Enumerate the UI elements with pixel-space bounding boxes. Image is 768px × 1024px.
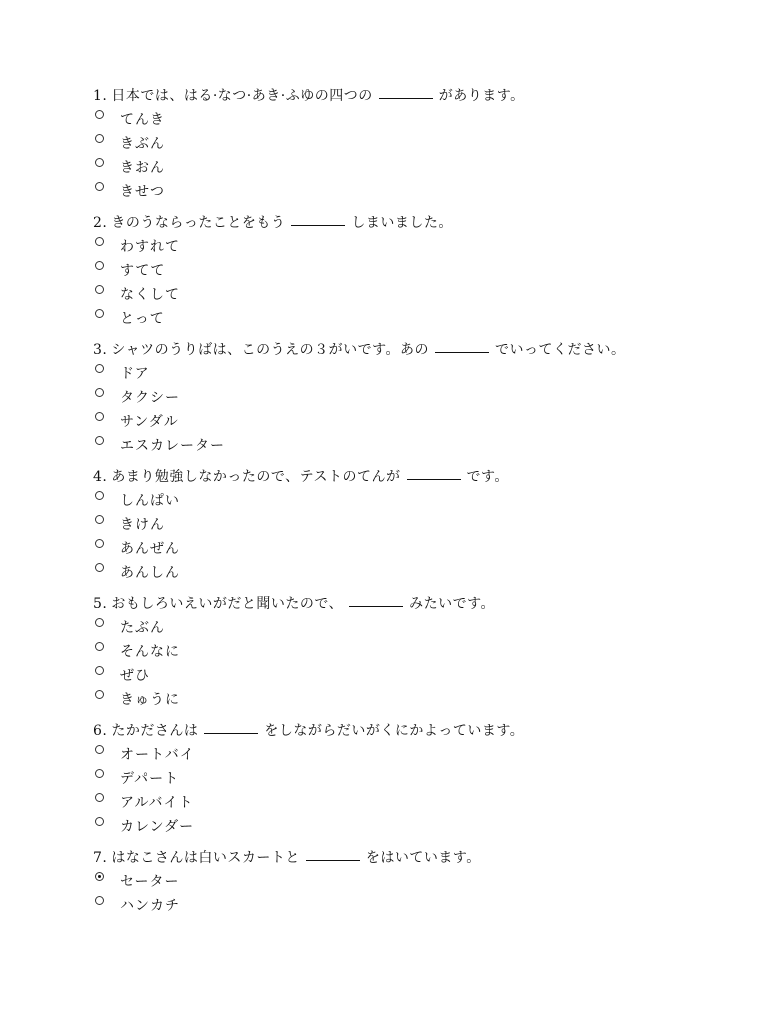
answer-option[interactable] <box>93 434 713 458</box>
option-label: ドア <box>120 366 150 382</box>
radio-button[interactable] <box>95 436 104 445</box>
question-text <box>93 213 713 235</box>
radio-button[interactable] <box>95 618 104 627</box>
radio-button[interactable] <box>95 745 104 754</box>
option-label: きおん <box>120 160 165 176</box>
answer-option[interactable] <box>93 664 713 688</box>
radio-button[interactable] <box>95 539 104 548</box>
radio-button[interactable] <box>95 237 104 246</box>
question-text-after: があります。 <box>438 88 525 104</box>
option-label: あんぜん <box>120 541 180 557</box>
question-text-after: みたいです。 <box>409 596 495 612</box>
option-label: きぶん <box>120 136 165 152</box>
answer-option[interactable] <box>93 410 713 434</box>
answer-option[interactable] <box>93 489 713 513</box>
option-label: てんき <box>120 112 165 128</box>
question-text <box>93 594 713 616</box>
answer-option[interactable] <box>93 561 713 585</box>
answer-blank <box>407 467 461 480</box>
question-text-before: シャツのうりばは、このうえの３がいです。あの <box>111 342 429 358</box>
question-5 <box>93 594 713 712</box>
option-label: きゅうに <box>120 692 180 708</box>
answer-option[interactable] <box>93 815 713 839</box>
radio-button[interactable] <box>95 388 104 397</box>
answer-option[interactable] <box>93 870 713 894</box>
question-text-before: 日本では、はる·なつ·あき·ふゆの四つの <box>111 88 373 104</box>
option-label: カレンダー <box>120 819 195 835</box>
answer-option[interactable] <box>93 640 713 664</box>
answer-option[interactable] <box>93 386 713 410</box>
question-text-before: おもしろいえいがだと聞いたので、 <box>111 596 344 612</box>
answer-option[interactable] <box>93 108 713 132</box>
answer-blank <box>204 721 258 734</box>
option-label: わすれて <box>120 239 180 255</box>
radio-button[interactable] <box>95 563 104 572</box>
answer-option[interactable] <box>93 616 713 640</box>
answer-option[interactable] <box>93 537 713 561</box>
radio-button[interactable] <box>95 158 104 167</box>
option-label: とって <box>120 311 165 327</box>
option-label: なくして <box>120 287 180 303</box>
answer-option[interactable] <box>93 894 713 918</box>
radio-button-checked[interactable] <box>95 872 104 881</box>
question-text-before: きのうならったことをもう <box>111 215 286 231</box>
answer-option[interactable] <box>93 156 713 180</box>
answer-option[interactable] <box>93 259 713 283</box>
radio-button[interactable] <box>95 412 104 421</box>
option-label: セーター <box>120 874 180 890</box>
answer-blank <box>349 594 403 607</box>
option-label: デパート <box>120 771 180 787</box>
question-1 <box>93 86 713 204</box>
question-text-after: をはいています。 <box>365 850 481 866</box>
question-number: 1. <box>93 88 108 104</box>
radio-button[interactable] <box>95 309 104 318</box>
radio-button[interactable] <box>95 182 104 191</box>
answer-blank <box>306 848 360 861</box>
question-2 <box>93 213 713 331</box>
option-label: オートバイ <box>120 747 195 763</box>
radio-button[interactable] <box>95 690 104 699</box>
radio-button[interactable] <box>95 261 104 270</box>
option-label: きけん <box>120 517 165 533</box>
question-4 <box>93 467 713 585</box>
radio-button[interactable] <box>95 896 104 905</box>
radio-button[interactable] <box>95 110 104 119</box>
option-label: アルバイト <box>120 795 194 811</box>
option-label: あんしん <box>120 565 180 581</box>
question-number: 4. <box>93 469 108 485</box>
radio-button[interactable] <box>95 491 104 500</box>
answer-option[interactable] <box>93 767 713 791</box>
answer-blank <box>379 86 433 99</box>
question-text <box>93 467 713 489</box>
question-text-before: たかださんは <box>111 723 199 739</box>
answer-option[interactable] <box>93 362 713 386</box>
option-label: サンダル <box>120 414 179 430</box>
option-label: そんなに <box>120 644 180 660</box>
radio-button[interactable] <box>95 515 104 524</box>
question-7 <box>93 848 713 918</box>
question-text-before: はなこさんは白いスカートと <box>111 850 300 866</box>
question-text <box>93 848 713 870</box>
answer-option[interactable] <box>93 132 713 156</box>
question-text <box>93 721 713 743</box>
radio-button[interactable] <box>95 285 104 294</box>
answer-option[interactable] <box>93 307 713 331</box>
quiz <box>93 86 713 927</box>
option-label: エスカレーター <box>120 438 225 454</box>
question-text-after: です。 <box>466 469 509 485</box>
option-label: ハンカチ <box>120 898 180 914</box>
radio-button[interactable] <box>95 642 104 651</box>
question-number: 5. <box>93 596 108 612</box>
option-label: きせつ <box>120 184 165 200</box>
radio-button[interactable] <box>95 817 104 826</box>
answer-option[interactable] <box>93 235 713 259</box>
question-text <box>93 340 713 362</box>
answer-blank <box>291 213 345 226</box>
option-label: しんぱい <box>120 493 180 509</box>
option-label: ぜひ <box>120 668 150 684</box>
answer-blank <box>435 340 489 353</box>
radio-button[interactable] <box>95 769 104 778</box>
answer-option[interactable] <box>93 743 713 767</box>
option-label: たぶん <box>120 620 165 636</box>
question-6 <box>93 721 713 839</box>
question-number: 2. <box>93 215 108 231</box>
question-text-before: あまり勉強しなかったので、テストのてんが <box>111 469 401 485</box>
question-number: 6. <box>93 723 108 739</box>
question-text <box>93 86 713 108</box>
radio-button[interactable] <box>95 793 104 802</box>
radio-button[interactable] <box>95 364 104 373</box>
option-label: すてて <box>120 263 166 279</box>
question-text-after: しまいました。 <box>351 215 453 231</box>
answer-option[interactable] <box>93 688 713 712</box>
option-label: タクシー <box>120 390 180 406</box>
answer-option[interactable] <box>93 791 713 815</box>
answer-option[interactable] <box>93 180 713 204</box>
question-3 <box>93 340 713 458</box>
answer-option[interactable] <box>93 513 713 537</box>
answer-option[interactable] <box>93 283 713 307</box>
question-number: 3. <box>93 342 108 358</box>
question-number: 7. <box>93 850 108 866</box>
radio-button[interactable] <box>95 666 104 675</box>
question-text-after: をしながらだいがくにかよっています。 <box>264 723 525 739</box>
question-text-after: でいってください。 <box>494 342 626 358</box>
radio-button[interactable] <box>95 134 104 143</box>
